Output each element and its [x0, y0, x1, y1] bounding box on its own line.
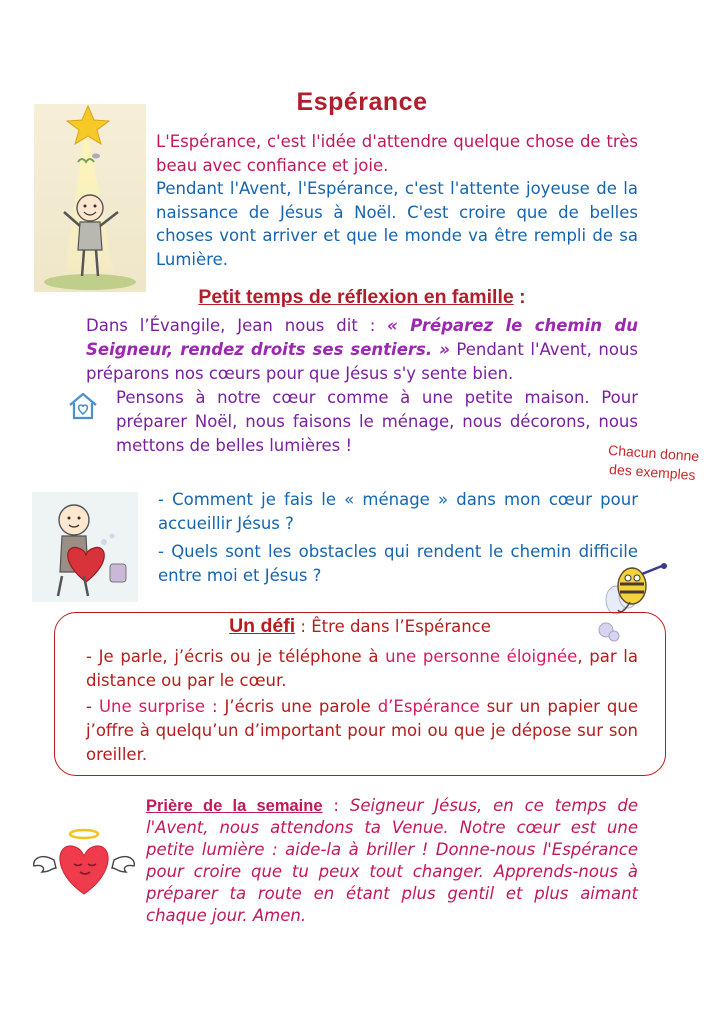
reflection-house: Pensons à notre cœur comme à une petite maison. Pour préparer Noël, nous faisons le ménage, nous décorons, nous mettons de belles lumières !	[116, 388, 638, 455]
priere-sep: :	[322, 796, 350, 815]
defi-item-2-mid: : J’écris une parole	[205, 697, 378, 716]
priere-heading: Prière de la semaine	[146, 797, 323, 815]
child-cleaning-heart-illustration	[32, 492, 138, 602]
defi-heading-sep: :	[295, 617, 312, 636]
reflection-heading-suffix: :	[513, 286, 526, 308]
priere-text: Seigneur Jésus, en ce temps de l'Avent, nous attendons ta Venue. Notre cœur est une petite lumière : aide-la à briller ! Donne-nous l'Espérance pour croire que tu peux tout changer. Apprends-nous à préparer ta route en étant plus gentil et plus aimant chaque jour. Amen.	[146, 796, 638, 925]
defi-body	[86, 645, 638, 769]
defi-item-1-suffix: , par la distance ou par le cœur.	[86, 647, 638, 690]
house-heart-icon	[66, 390, 100, 422]
defi-item-2-suffix: sur un papier que j’offre à quelqu’un d’important pour moi ou que je dépose sur son oreiller.	[86, 697, 638, 764]
defi-item-2	[86, 695, 638, 767]
defi-subtitle: Être dans l’Espérance	[311, 617, 491, 636]
question-item: - Comment je fais le « ménage » dans mon cœur pour accueillir Jésus ?	[158, 490, 638, 533]
gospel-quote: « Préparez le chemin du Seigneur, rendez droits ses sentiers. »	[86, 316, 638, 359]
question-item: - Quels sont les obstacles qui rendent le chemin difficile entre moi et Jésus ?	[158, 542, 638, 585]
defi-item-1	[86, 645, 638, 693]
reflection-text	[86, 314, 638, 458]
side-note: Chacun donne des exemples	[607, 441, 700, 483]
defi-heading-text: Un défi	[229, 615, 296, 637]
defi-item-1-prefix: - Je parle, j’écris ou je téléphone à	[86, 647, 386, 666]
reflection-intro: Dans l’Évangile, Jean nous dit :	[86, 316, 388, 335]
reflection-after: Pendant l'Avent, nous préparons nos cœurs pour que Jésus s'y sente bien.	[86, 340, 639, 383]
defi-heading	[54, 615, 666, 638]
defi-item-2-highlight-2: d’Espérance	[377, 697, 480, 716]
reflection-heading	[0, 286, 724, 309]
angel-heart-illustration	[30, 826, 138, 898]
star-child-illustration	[34, 104, 146, 292]
defi-item-2-prefix: -	[86, 697, 99, 716]
intro-line-1: L'Espérance, c'est l'idée d'attendre quelque chose de très beau avec confiance et joie.	[156, 132, 638, 175]
reflection-heading-text: Petit temps de réflexion en famille	[198, 286, 514, 308]
defi-item-1-highlight: une personne éloignée	[385, 647, 578, 666]
intro-line-2: Pendant l'Avent, l'Espérance, c'est l'attente joyeuse de la naissance de Jésus à Noël. C'est croire que de belles choses vont arriver et que le monde va être rempli de sa Lumière.	[156, 179, 638, 269]
questions-list	[158, 488, 638, 592]
page-title: Espérance	[296, 88, 428, 116]
defi-item-2-highlight: Une surprise	[98, 697, 206, 716]
priere-block	[146, 795, 638, 927]
intro-text	[156, 130, 638, 271]
